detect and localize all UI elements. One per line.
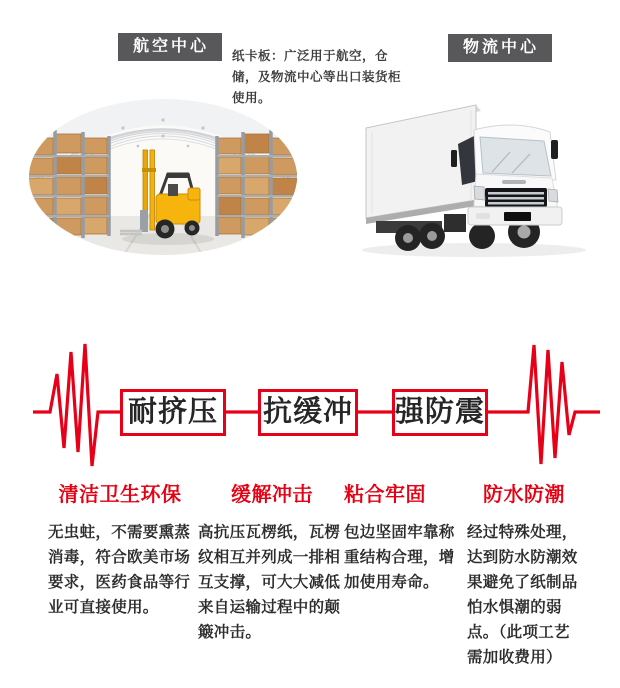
left-rack-boxes — [28, 130, 109, 238]
feature-column-body: 无虫蛀，不需要熏蒸消毒，符合欧美市场要求，医药食品等行业可直接使用。 — [48, 524, 191, 616]
aviation-center-badge: 航空中心 — [118, 33, 222, 61]
feature-column-title: 防水防潮 — [483, 484, 565, 506]
usage-description: 纸卡板：广泛用于航空，仓储，及物流中心等出口装货柜使用。 — [232, 48, 402, 105]
feature-column-impact — [198, 478, 346, 645]
truck-photo — [352, 88, 598, 266]
feature-column-waterproof — [467, 478, 581, 670]
feature-column-body: 包边坚固牢靠称重结构合理，增加使用寿命。 — [344, 524, 455, 591]
feature-box-crush-resistant: 耐挤压 — [120, 389, 226, 436]
feature-box-shockproof: 强防震 — [392, 389, 488, 436]
feature-column-title: 缓解冲击 — [231, 484, 313, 506]
feature-column-title: 清洁卫生环保 — [58, 484, 182, 506]
feature-band — [0, 340, 620, 472]
logistics-center-badge: 物流中心 — [448, 34, 552, 62]
feature-box-cushioning: 抗缓冲 — [258, 389, 358, 436]
feature-column-bonding — [344, 478, 458, 595]
feature-column-body: 经过特殊处理，达到防水防潮效果避免了纸制品怕水惧潮的弱点。（此项工艺需加收费用） — [467, 524, 578, 666]
right-rack-boxes — [217, 130, 298, 238]
feature-column-body: 高抗压瓦楞纸，瓦楞纹相互并列成一排相互支撑，可大大减低来自运输过程中的颠簸冲击。 — [198, 524, 341, 641]
feature-column-clean — [48, 478, 192, 620]
feature-column-title: 粘合牢固 — [344, 484, 426, 506]
warehouse-photo — [28, 98, 298, 256]
